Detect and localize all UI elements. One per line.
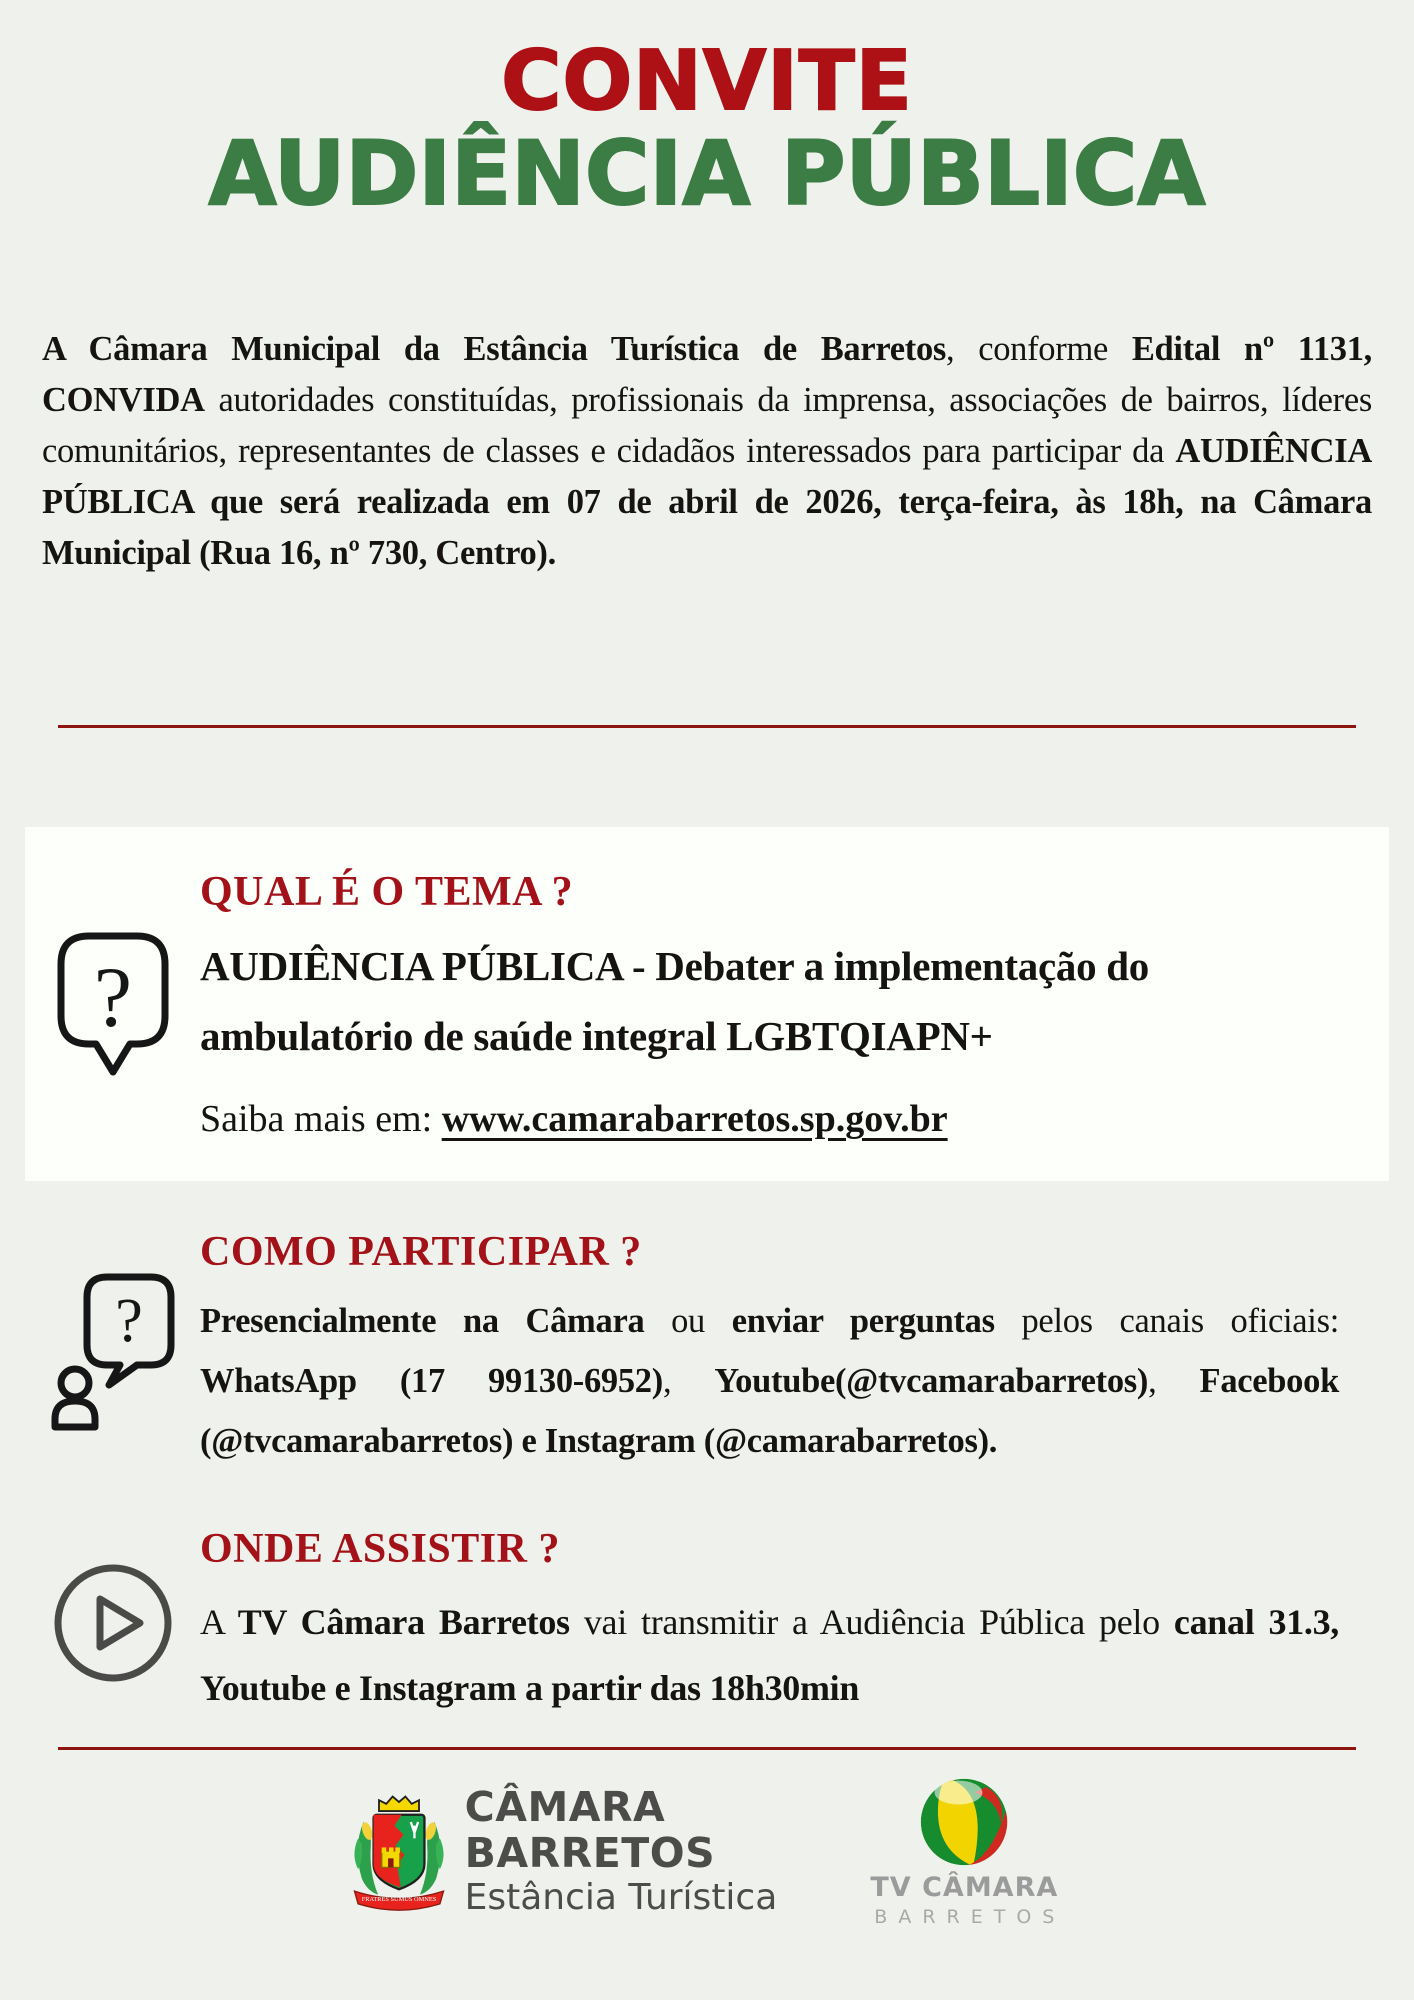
section-participar xyxy=(25,1229,1389,1471)
tv-camara-globe xyxy=(918,1776,1010,1868)
play-circle-icon xyxy=(53,1563,173,1683)
person-question-icon xyxy=(47,1267,179,1433)
tema-body: AUDIÊNCIA PÚBLICA - Debater a implementação do ambulatório de saúde integral LGBTQIAPN+ xyxy=(200,943,1149,1060)
page-subtitle: AUDIÊNCIA PÚBLICA xyxy=(208,121,1206,225)
svg-text:FRATRES SUMUS OMNES: FRATRES SUMUS OMNES xyxy=(361,1895,436,1903)
footer xyxy=(0,1776,1414,1928)
section-tema xyxy=(25,827,1389,1181)
tema-heading: QUAL É O TEMA ? xyxy=(200,869,574,916)
assistir-segment: vai transmitir a Audiência Pública pelo xyxy=(569,1601,1174,1642)
camara-logo-line1: CÂMARA xyxy=(464,1782,666,1831)
assistir-heading: ONDE ASSISTIR ? xyxy=(200,1526,560,1573)
participar-text xyxy=(200,1291,1339,1471)
participar-segment: Facebook (@tvcamarabarretos) e Instagram (@camarabarretos). xyxy=(200,1362,1339,1461)
svg-text:?: ? xyxy=(93,949,132,1046)
participar-content xyxy=(200,1229,1389,1471)
assistir-text xyxy=(200,1589,1339,1721)
tema-icon-column xyxy=(25,869,200,1141)
intro-segment: AUDIÊNCIA PÚBLICA que será realizada em 07 de abril de 2026, terça-feira, às 18h, na Câmara Municipal (Rua 16, nº 730, Centro). xyxy=(42,432,1372,573)
assistir-content xyxy=(200,1526,1389,1720)
divider-bottom xyxy=(58,1747,1356,1750)
intro-segment: A Câmara Municipal da Estância Turística de Barretos xyxy=(42,330,947,369)
participar-segment: pelos canais oficiais: xyxy=(994,1302,1339,1341)
camara-logo-line2: BARRETOS xyxy=(464,1828,716,1877)
camara-logo-line3: Estância Turística xyxy=(464,1876,778,1918)
participar-heading: COMO PARTICIPAR ? xyxy=(200,1229,642,1276)
section-assistir xyxy=(25,1526,1389,1720)
participar-icon-column xyxy=(25,1229,200,1471)
tema-content xyxy=(200,869,1339,1141)
camara-website-link[interactable]: www.camarabarretos.sp.gov.br xyxy=(441,1098,948,1141)
tema-more-label: Saiba mais em: xyxy=(200,1098,442,1141)
page-title: CONVITE xyxy=(501,34,913,129)
camara-barretos-logo xyxy=(349,1784,778,1920)
intro-paragraph xyxy=(42,324,1372,579)
barretos-coat-of-arms xyxy=(349,1790,449,1914)
camara-logo-text xyxy=(465,1784,778,1920)
intro-segment: Edital nº 1131, CONVIDA xyxy=(42,330,1372,420)
tv-camara-logo xyxy=(863,1776,1065,1928)
assistir-segment: canal 31.3, Youtube e Instagram a partir das 18h30min xyxy=(200,1601,1339,1708)
tv-logo-line2: BARRETOS xyxy=(874,1905,1066,1928)
assistir-segment: A xyxy=(200,1601,238,1642)
participar-segment: Presencialmente na Câmara xyxy=(200,1302,645,1341)
question-bubble-icon xyxy=(52,926,174,1084)
svg-text:?: ? xyxy=(114,1287,143,1356)
tema-more-line xyxy=(200,1097,1339,1141)
assistir-icon-column xyxy=(25,1526,200,1720)
participar-segment: Youtube(@tvcamarabarretos) xyxy=(714,1362,1149,1401)
participar-segment: enviar perguntas xyxy=(731,1302,995,1341)
divider-top xyxy=(58,725,1356,728)
participar-segment: ou xyxy=(644,1302,732,1341)
participar-segment: , xyxy=(1148,1362,1200,1401)
assistir-segment: TV Câmara Barretos xyxy=(237,1601,570,1642)
header xyxy=(0,0,1414,225)
participar-segment: , xyxy=(662,1362,715,1401)
intro-segment: , conforme xyxy=(946,330,1132,369)
intro-segment: autoridades constituídas, profissionais da imprensa, associações de bairros, líderes comunitários, representantes de classes e cidadãos interessados para participar da xyxy=(42,381,1372,471)
tv-logo-line1: TV CÂMARA xyxy=(870,1871,1059,1903)
participar-segment: WhatsApp (17 99130-6952) xyxy=(200,1362,663,1401)
